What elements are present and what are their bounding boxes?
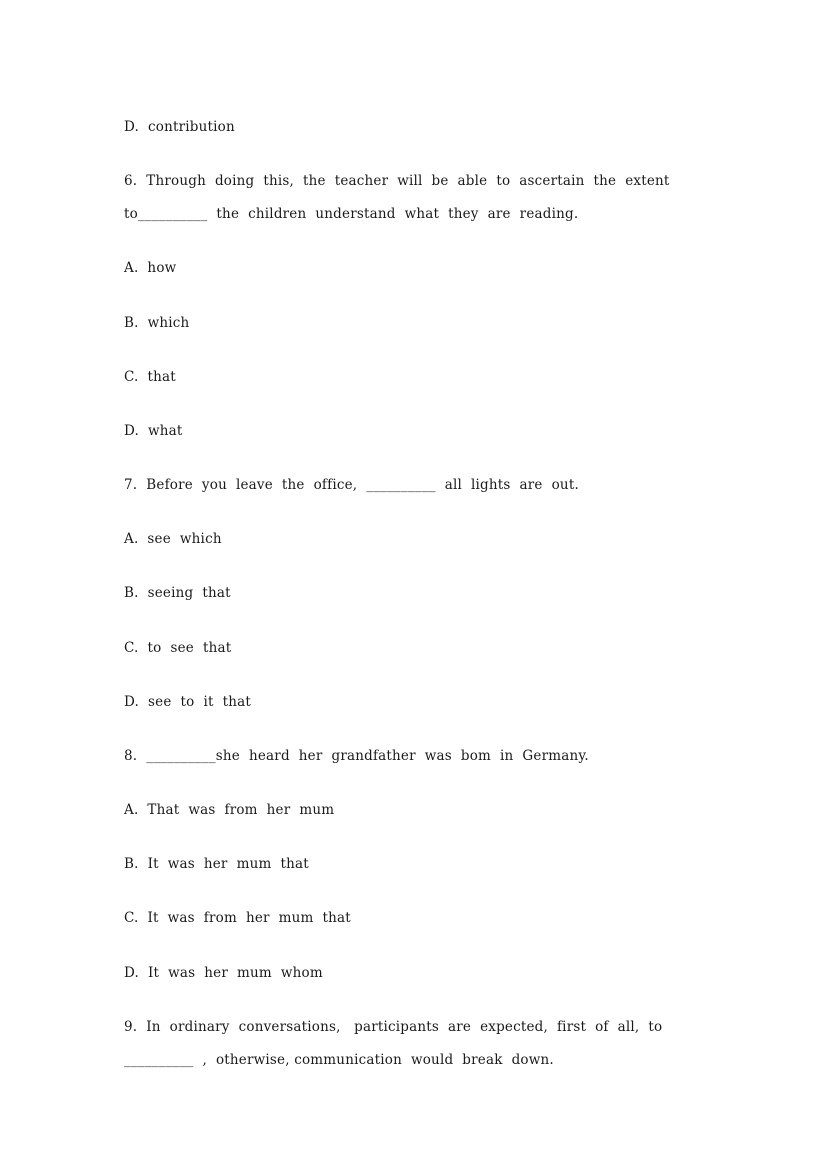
question-6-line-1: 6. Through doing this, the teacher will be able to ascertain the extent xyxy=(124,173,670,189)
option-7a: A. see which xyxy=(124,531,222,547)
question-7: 7. Before you leave the office, __________ all lights are out. xyxy=(124,477,579,493)
option-6d: D. what xyxy=(124,423,183,439)
option-8b: B. It was her mum that xyxy=(124,856,309,872)
question-6-line-2: to__________ the children understand what they are reading. xyxy=(124,206,579,222)
option-8d: D. It was her mum whom xyxy=(124,965,323,981)
option-8c: C. It was from her mum that xyxy=(124,910,351,926)
option-5d: D. contribution xyxy=(124,119,235,135)
option-7b: B. seeing that xyxy=(124,585,231,601)
option-7c: C. to see that xyxy=(124,640,232,656)
option-6c: C. that xyxy=(124,369,176,385)
option-7d: D. see to it that xyxy=(124,694,251,710)
question-9-line-1: 9. In ordinary conversations, participants are expected, first of all, to xyxy=(124,1019,663,1035)
option-6a: A. how xyxy=(124,260,177,276)
option-8a: A. That was from her mum xyxy=(124,802,335,818)
question-8: 8. __________she heard her grandfather was bom in Germany. xyxy=(124,748,589,764)
option-6b: B. which xyxy=(124,315,190,331)
question-9-line-2: __________ , otherwise, communication would break down. xyxy=(124,1052,554,1068)
